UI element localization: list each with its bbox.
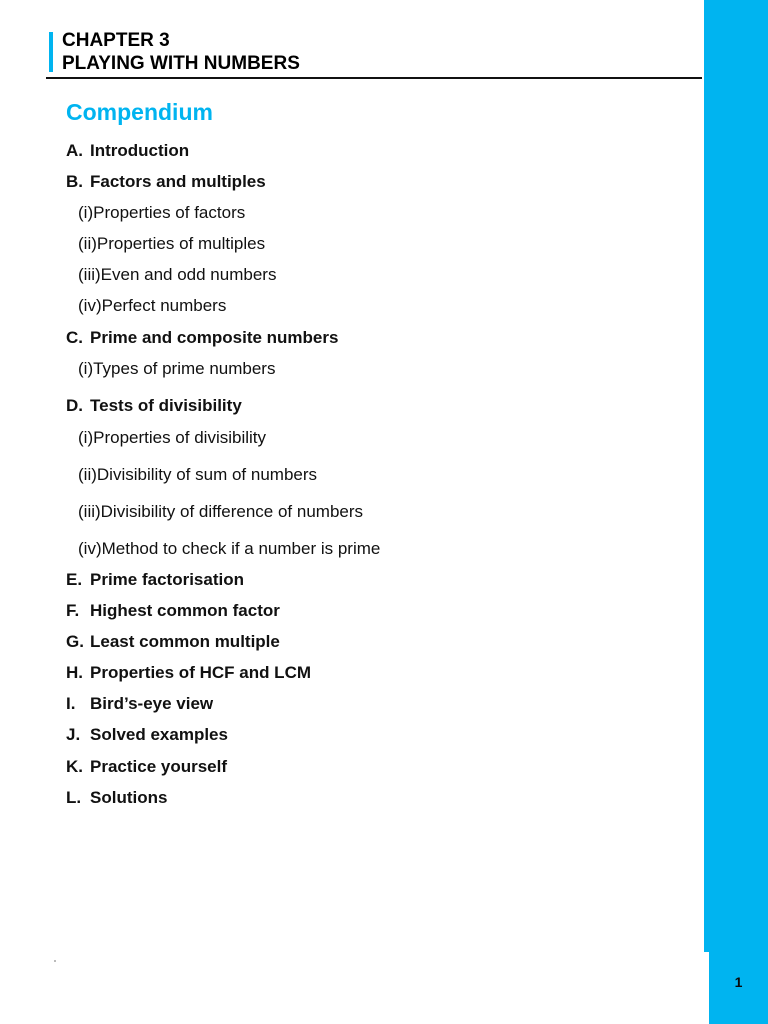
chapter-title: PLAYING WITH NUMBERS bbox=[62, 53, 300, 74]
toc-sub-text: Properties of multiples bbox=[96, 234, 266, 253]
toc-sub-text: Properties of divisibility bbox=[93, 428, 267, 447]
toc-subsection bbox=[78, 203, 245, 223]
chapter-heading bbox=[62, 29, 300, 75]
page-number-box bbox=[709, 952, 768, 1024]
toc-section-letter: C. bbox=[66, 328, 83, 347]
toc-section-title: Solutions bbox=[90, 788, 168, 807]
toc-section-letter: B. bbox=[66, 172, 83, 191]
chapter-divider bbox=[46, 77, 702, 79]
footer-dot bbox=[54, 960, 56, 962]
compendium-title: Compendium bbox=[66, 99, 213, 125]
toc-sub-number: (i) bbox=[78, 359, 94, 378]
toc-section-i bbox=[66, 694, 213, 714]
toc-subsection bbox=[78, 265, 276, 285]
toc-section-k bbox=[66, 757, 227, 777]
toc-section-title: Least common multiple bbox=[90, 632, 280, 651]
toc-sub-text: Method to check if a number is prime bbox=[101, 539, 381, 558]
toc-subsection bbox=[78, 428, 266, 448]
toc-sub-number: (iii) bbox=[78, 502, 101, 521]
toc-section-letter: F. bbox=[66, 601, 80, 620]
toc-sub-number: (i) bbox=[78, 203, 94, 222]
toc-section-title: Factors and multiples bbox=[90, 172, 266, 191]
toc-sub-text: Even and odd numbers bbox=[100, 265, 277, 284]
toc-section-letter: G. bbox=[66, 632, 84, 651]
toc-section-title: Solved examples bbox=[90, 725, 228, 744]
toc-sub-number: (iv) bbox=[78, 296, 102, 315]
toc-section-h bbox=[66, 663, 311, 683]
toc-sub-text: Perfect numbers bbox=[101, 296, 227, 315]
toc-section-l bbox=[66, 788, 167, 808]
toc-section-letter: E. bbox=[66, 570, 83, 589]
toc-section-letter: J. bbox=[66, 725, 81, 744]
toc-subsection bbox=[78, 234, 265, 254]
toc-subsection bbox=[78, 465, 317, 485]
toc-section-letter: D. bbox=[66, 396, 83, 415]
toc-section-letter: K. bbox=[66, 757, 83, 776]
toc-section-title: Introduction bbox=[90, 141, 190, 160]
toc-section-letter: I. bbox=[66, 694, 76, 713]
toc-sub-number: (iv) bbox=[78, 539, 102, 558]
toc-subsection bbox=[78, 296, 226, 316]
chapter-number: CHAPTER 3 bbox=[62, 30, 170, 51]
toc-sub-number: (i) bbox=[78, 428, 94, 447]
toc-section-f bbox=[66, 601, 280, 621]
toc-section-letter: L. bbox=[66, 788, 82, 807]
page-number: 1 bbox=[734, 974, 743, 990]
toc-section-title: Tests of divisibility bbox=[90, 396, 242, 415]
toc-section-a bbox=[66, 141, 189, 161]
toc-section-g bbox=[66, 632, 280, 652]
toc-section-title: Properties of HCF and LCM bbox=[90, 663, 312, 682]
toc-section-d bbox=[66, 396, 242, 416]
toc-sub-text: Divisibility of sum of numbers bbox=[96, 465, 318, 484]
toc-section-title: Prime factorisation bbox=[90, 570, 244, 589]
toc-subsection bbox=[78, 539, 380, 559]
chapter-accent-bar bbox=[49, 32, 53, 72]
side-color-bar bbox=[704, 0, 768, 952]
toc-sub-number: (ii) bbox=[78, 465, 97, 484]
toc-section-j bbox=[66, 725, 228, 745]
toc-section-e bbox=[66, 570, 244, 590]
toc-sub-text: Types of prime numbers bbox=[93, 359, 276, 378]
toc-section-title: Practice yourself bbox=[90, 757, 228, 776]
toc-sub-number: (iii) bbox=[78, 265, 101, 284]
toc-section-letter: H. bbox=[66, 663, 83, 682]
toc-section-title: Prime and composite numbers bbox=[90, 328, 339, 347]
toc-sub-number: (ii) bbox=[78, 234, 97, 253]
toc-section-title: Bird’s-eye view bbox=[90, 694, 214, 713]
toc-section-c bbox=[66, 328, 338, 348]
toc-sub-text: Properties of factors bbox=[93, 203, 246, 222]
toc-section-letter: A. bbox=[66, 141, 83, 160]
toc-subsection bbox=[78, 502, 363, 522]
toc-sub-text: Divisibility of difference of numbers bbox=[100, 502, 364, 521]
toc-section-title: Highest common factor bbox=[90, 601, 280, 620]
toc-section-b bbox=[66, 172, 266, 192]
toc-subsection bbox=[78, 359, 275, 379]
